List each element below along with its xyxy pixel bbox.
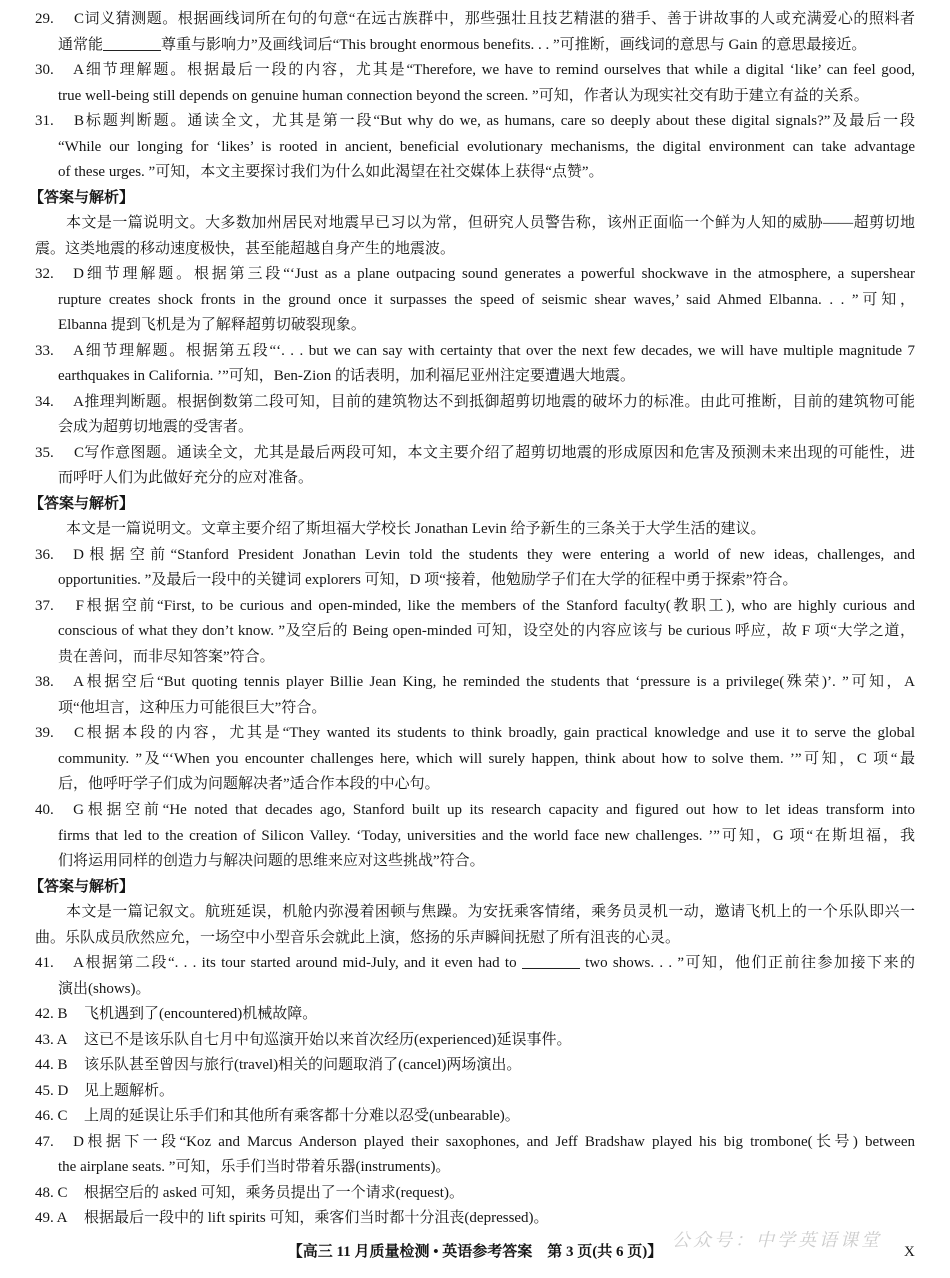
answer-text: the airplane seats. ”可知，乐手们当时带着乐器(instruments)。 — [58, 1159, 451, 1176]
answer-number: 36. D — [35, 546, 84, 563]
answer-text: of these urges. ”可知，本文主要探讨我们为什么如此渴望在社交媒体上获得“点赞”。 — [58, 164, 604, 181]
answer-item-44 — [35, 1053, 915, 1079]
answer-text: 上周的延误让乐手们和其他所有乘客都十分难以忍受(unbearable)。 — [84, 1108, 520, 1125]
answer-text: 根据最后一段中的 lift spirits 可知，乘客们当时都十分沮丧(depressed)。 — [84, 1210, 549, 1227]
answer-text: rupture creates shock fronts in the ground once it surpasses the speed of seismic shear waves,’ said Ahmed Elbanna. . . ”可知， — [58, 291, 915, 308]
answer-text: “While our longing for ‘likes’ is rooted in ancient, beneficial evolutionary mechanisms, the digital environment can take advantage — [58, 138, 915, 155]
answer-text: opportunities. ”及最后一段中的关键词 explorers 可知，D 项“接着，他勉励学子们在大学的征程中勇于探索”符合。 — [58, 572, 798, 589]
answer-line-1 — [35, 262, 915, 288]
answer-line-1 — [35, 7, 915, 33]
answer-text: 根据空前“Stanford President Jonathan Levin told the students they were entering a world of new ideas, challenges, and — [84, 546, 915, 563]
answer-item-42 — [35, 1002, 915, 1028]
answer-text: 根据第二段“. . . its tour started around mid-July, and it even had to — [84, 955, 517, 972]
answer-line-1 — [35, 721, 915, 747]
answer-line-2 — [58, 619, 915, 645]
answer-number: 31. B — [35, 113, 84, 130]
answer-item-35 — [35, 441, 915, 492]
answer-text: 细节理解题。根据最后一段的内容，尤其是“Therefore, we have to remind ourselves that while a digital ‘like’ can feel good, — [84, 62, 915, 79]
answer-line-1 — [35, 1104, 915, 1130]
answer-text: 演出(shows)。 — [58, 980, 151, 997]
answer-text: firms that led to the creation of Silicon Valley. ‘Today, universities and the world face new challenges. ’”可知，G 项“在斯坦福，我 — [58, 827, 915, 844]
answer-text: 根据空后“But quoting tennis player Billie Jean King, he reminded the students that ‘pressure is a privilege(殊荣)’. ”可知，A — [84, 674, 915, 691]
answer-number: 30. A — [35, 62, 84, 79]
answer-item-30 — [35, 58, 915, 109]
answer-line-1 — [35, 798, 915, 824]
answer-line-1 — [35, 670, 915, 696]
answer-text: 见上题解析。 — [84, 1082, 175, 1099]
answer-line-1 — [35, 58, 915, 84]
answer-item-43 — [35, 1028, 915, 1054]
answer-line-1 — [35, 1130, 915, 1156]
answer-number: 43. A — [35, 1031, 68, 1048]
answer-item-39 — [35, 721, 915, 798]
answer-line-1 — [35, 594, 915, 620]
answer-text: 而呼吁人们为此做好充分的应对准备。 — [58, 470, 314, 487]
answer-line-2 — [58, 1155, 915, 1181]
answer-item-33 — [35, 339, 915, 390]
answer-text: two shows. . . ”可知，他们正前往参加接下来的 — [585, 955, 916, 972]
answer-text: 通常能 — [58, 36, 104, 53]
answer-line-3 — [58, 645, 915, 671]
fill-in-blank-line — [103, 50, 161, 51]
answer-item-32 — [35, 262, 915, 339]
answer-key-body — [29, 7, 916, 1232]
answer-item-34 — [35, 390, 915, 441]
answer-text: 标题判断题。通读全文，尤其是第一段“But why do we, as humans, care so deeply about these digital signals?”及最后一段 — [84, 113, 915, 130]
answer-line-1 — [35, 441, 915, 467]
answer-text: 根据下一段“Koz and Marcus Anderson played their saxophones, and Jeff Bradshaw played his big trombone(长号) between — [84, 1133, 915, 1150]
answer-line-2 — [58, 288, 915, 314]
answer-text: 后，他呼吁学子们成为问题解决者”适合作本段的中心句。 — [58, 776, 440, 793]
answer-line-3 — [58, 772, 915, 798]
answer-line-2 — [58, 84, 915, 110]
answer-line-1 — [35, 1079, 915, 1105]
answer-number: 32. D — [35, 266, 84, 283]
section-heading: 【答案与解析】 — [29, 189, 135, 206]
answer-text: 们将运用同样的创造力与解决问题的思维来应对这些挑战”符合。 — [58, 853, 485, 870]
passage-summary-line-1: 本文是一篇说明文。大多数加州居民对地震早已习以为常，但研究人员警告称，该州正面临一个鲜为人知的威胁——超剪切地 — [66, 215, 915, 232]
answer-number: 38. A — [35, 674, 84, 691]
answer-line-2 — [58, 415, 915, 441]
answer-item-31 — [35, 109, 915, 186]
answer-number: 42. B — [35, 1006, 68, 1023]
answer-number: 49. A — [35, 1210, 68, 1227]
watermark-text: 公众号：中学英语课堂 — [672, 1230, 882, 1250]
answer-line-1 — [35, 1181, 915, 1207]
answer-number: 47. D — [35, 1133, 84, 1150]
passage-summary-line-1: 本文是一篇记叙文。航班延误，机舱内弥漫着困顿与焦躁。为安抚乘客情绪，乘务员灵机一动，邀请飞机上的一个乐队即兴一 — [66, 904, 915, 921]
answer-line-3 — [58, 313, 915, 339]
answer-number: 46. C — [35, 1108, 68, 1125]
answer-line-1 — [35, 1002, 915, 1028]
passage-summary-line-2: 震。这类地震的移动速度极快，甚至能超越自身产生的地震波。 — [35, 240, 456, 257]
answer-line-1 — [35, 1028, 915, 1054]
answer-line-2 — [58, 33, 915, 59]
answer-number: 40. G — [35, 801, 84, 818]
answer-item-47 — [35, 1130, 915, 1181]
answer-item-38 — [35, 670, 915, 721]
answer-line-1 — [35, 1053, 915, 1079]
answer-line-1 — [35, 339, 915, 365]
answer-text: 细节理解题。根据第五段“‘. . . but we can say with certainty that over the next few decades, we will have multiple magnitude 7 — [84, 342, 915, 359]
passage-summary-line-2: 曲。乐队成员欣然应允，一场空中小型音乐会就此上演，悠扬的乐声瞬间抚慰了所有沮丧的心灵。 — [35, 929, 681, 946]
answer-text: 飞机遇到了(encountered)机械故障。 — [84, 1006, 318, 1023]
answer-line-1 — [35, 109, 915, 135]
section-heading: 【答案与解析】 — [29, 878, 135, 895]
answer-line-2 — [58, 135, 915, 161]
fill-in-blank-line — [522, 968, 580, 969]
answer-item-40 — [35, 798, 915, 875]
answer-item-48 — [35, 1181, 915, 1207]
answer-number: 34. A — [35, 393, 84, 410]
answer-item-46 — [35, 1104, 915, 1130]
page-footer-mark: X — [904, 1244, 915, 1260]
answer-item-45 — [35, 1079, 915, 1105]
answer-text: 根据空前“First, to be curious and open-minded, like the members of the Stanford faculty(教职工), who are highly curious and — [84, 597, 915, 614]
answer-line-1 — [35, 543, 915, 569]
answer-text: 推理判断题。根据倒数第二段可知，目前的建筑物达不到抵御超剪切地震的破坏力的标准。由此可推断，目前的建筑物可能 — [84, 393, 915, 410]
answer-text: 细节理解题。根据第三段“‘Just as a plane outpacing sound generates a powerful shockwave in the atmosphere, a supershear — [84, 266, 915, 283]
answer-text: 词义猜测题。根据画线词所在句的句意“在远古族群中，那些强壮且技艺精湛的猎手、善于讲故事的人或充满爱心的照料者 — [84, 11, 915, 27]
answer-number: 35. C — [35, 444, 84, 461]
answer-number: 48. C — [35, 1184, 68, 1201]
section-heading: 【答案与解析】 — [29, 495, 135, 512]
answer-text: 根据空前“He noted that decades ago, Stanford built up its research capacity and figured out how to let ideas transform into — [84, 801, 915, 818]
answer-text: 项“他坦言，这种压力可能很巨大”符合。 — [58, 699, 327, 716]
answer-text: 根据空后的 asked 可知，乘务员提出了一个请求(request)。 — [84, 1184, 464, 1201]
answer-line-2 — [58, 824, 915, 850]
answer-text: 尊重与影响力”及画线词后“This brought enormous benefits. . . ”可推断，画线词的意思与 Gain 的意思最接近。 — [161, 36, 867, 53]
answer-number: 44. B — [35, 1057, 68, 1074]
answer-line-2 — [58, 977, 915, 1003]
answer-line-3 — [58, 849, 915, 875]
answer-item-37 — [35, 594, 915, 671]
answer-text: true well-being still depends on genuine human connection beyond the screen. ”可知，作者认为现实社交有助于建立有益的关系。 — [58, 87, 869, 104]
answer-number: 41. A — [35, 955, 84, 972]
answer-text: 这已不是该乐队自七月中旬巡演开始以来首次经历(experienced)延误事件。 — [84, 1031, 572, 1048]
answer-number: 39. C — [35, 725, 84, 742]
answer-number: 37. F — [35, 597, 84, 614]
answer-line-2 — [58, 696, 915, 722]
answer-text: earthquakes in California. ’”可知，Ben-Zion 的话表明，加利福尼亚州注定要遭遇大地震。 — [58, 368, 636, 385]
answer-text: 贵在善问，而非尽知答案”符合。 — [58, 648, 275, 665]
answer-line-2 — [58, 466, 915, 492]
answer-text: 会成为超剪切地震的受害者。 — [58, 419, 254, 436]
answer-line-3 — [58, 160, 915, 186]
answer-text: conscious of what they don’t know. ”及空后的 Being open-minded 可知，设空处的内容应该与 be curious 呼应，故 F 项“大学之道， — [58, 623, 915, 640]
answer-item-41 — [35, 951, 915, 1002]
answer-text: Elbanna 提到飞机是为了解释超剪切破裂现象。 — [58, 317, 366, 334]
answer-number: 33. A — [35, 342, 84, 359]
answer-number: 45. D — [35, 1082, 69, 1099]
answer-line-2 — [58, 747, 915, 773]
answer-text: 根据本段的内容，尤其是“They wanted its students to think broadly, gain practical knowledge and use it to serve the global — [84, 725, 915, 742]
answer-number: 29. C — [35, 11, 84, 27]
page-footer-title: 【高三 11 月质量检测 • 英语参考答案 第 3 页(共 6 页)】 — [287, 1244, 663, 1260]
answer-text: 该乐队甚至曾因与旅行(travel)相关的问题取消了(cancel)两场演出。 — [84, 1057, 522, 1074]
answer-line-1 — [35, 390, 915, 416]
answer-line-2 — [58, 568, 915, 594]
answer-text: 写作意图题。通读全文，尤其是最后两段可知，本文主要介绍了超剪切地震的形成原因和危害及预测未来出现的可能性，进 — [84, 444, 915, 461]
answer-item-29 — [35, 7, 915, 58]
answer-line-2 — [58, 364, 915, 390]
answer-text: community. ”及“‘When you encounter challenges here, which will surely happen, think about how to solve them. ’”可知，C 项“最 — [58, 750, 915, 767]
passage-summary-line-1: 本文是一篇说明文。文章主要介绍了斯坦福大学校长 Jonathan Levin 给予新生的三条关于大学生活的建议。 — [66, 521, 766, 538]
answer-line-1 — [35, 951, 915, 977]
answer-item-36 — [35, 543, 915, 594]
